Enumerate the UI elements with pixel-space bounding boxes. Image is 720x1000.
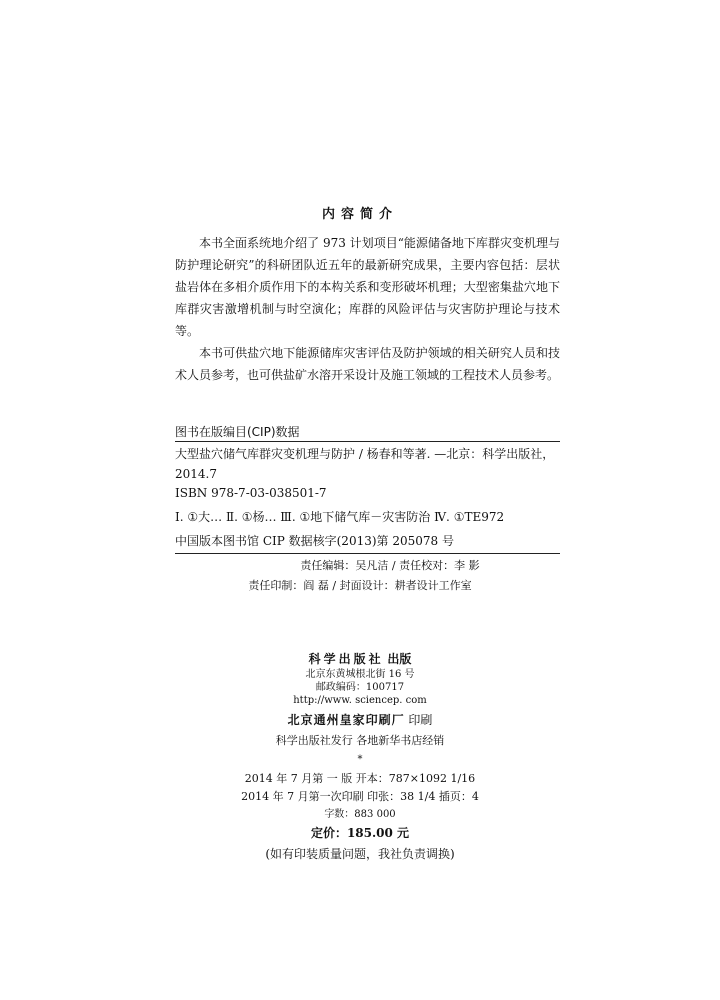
publisher-url: http://www. sciencep. com — [293, 695, 427, 706]
cip-top-rule — [175, 441, 560, 442]
quality-note: (如有印装质量问题，我社负责调换) — [265, 847, 455, 861]
cip-classification: Ⅰ. ①大… Ⅱ. ①杨… Ⅲ. ①地下储气库－灾害防治 Ⅳ. ①TE972 — [175, 510, 505, 524]
separator-star: * — [357, 754, 363, 765]
word-count: 字数：883 000 — [324, 809, 396, 820]
edition-line-2: 2014 年 7 月第一次印刷 印张：38 1/4 插页：4 — [241, 790, 479, 803]
credits-editors: 责任编辑：吴凡洁 / 责任校对：李 影 — [300, 559, 480, 572]
distribution-line: 科学出版社发行 各地新华书店经销 — [275, 734, 445, 747]
publisher-address: 北京东黄城根北街 16 号 — [305, 669, 415, 680]
publisher-line — [0, 650, 720, 667]
publisher-logo: 科学出版社 — [308, 652, 384, 666]
cip-title-line: 大型盐穴储气库群灾变机理与防护 / 杨春和等著. —北京：科学出版社， — [175, 447, 555, 461]
intro-paragraph-2: 本书可供盐穴地下能源储库灾害评估及防护领域的相关研究人员和技术人员参考，也可供盐矿水溶开采设计及施工领域的工程技术人员参考。 — [175, 346, 560, 382]
cip-bottom-rule — [175, 553, 560, 554]
price: 定价：185.00 元 — [310, 826, 410, 840]
cip-date-line: 2014.7 — [175, 467, 217, 481]
intro-title: 内容简介 — [321, 207, 398, 222]
cip-record-number: 中国版本图书馆 CIP 数据核字(2013)第 205078 号 — [175, 534, 454, 548]
cip-isbn: ISBN 978-7-03-038501-7 — [175, 486, 327, 500]
publisher-suffix: 出版 — [387, 652, 412, 666]
intro-paragraph-1: 本书全面系统地介绍了 973 计划项目“能源储备地下库群灾变机理与防护理论研究”的科研团队近五年的最新研究成果，主要内容包括：层状盐岩体在多相介质作用下的本构关系和变形破坏机理；大型密集盐穴地下库群灾害激增机制与时空演化；库群的风险评估与灾害防护理论与技术等。 — [175, 236, 560, 338]
cip-header: 图书在版编目(CIP)数据 — [175, 425, 300, 439]
printer-line — [0, 711, 720, 728]
printer-suffix: 印刷 — [408, 713, 433, 727]
publisher-postcode: 邮政编码：100717 — [315, 682, 405, 693]
credits-production: 责任印制：阎 磊 / 封面设计：耕者设计工作室 — [248, 579, 472, 592]
printer-logo: 北京通州皇家印刷厂 — [287, 713, 405, 727]
intro-body — [175, 232, 560, 386]
edition-line-1: 2014 年 7 月第 一 版 开本：787×1092 1/16 — [244, 772, 476, 785]
